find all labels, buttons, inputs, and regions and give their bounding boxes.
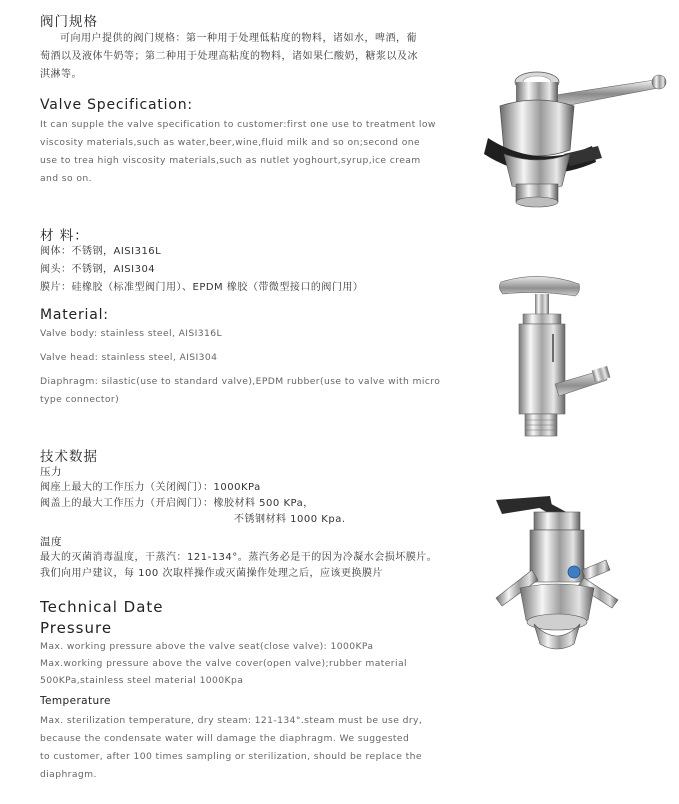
valve-multiport-icon [482,488,632,663]
tech-body-cn [40,464,480,582]
spec-body-en-line: It can supple the valve specification to customer:first one use to treatment low [40,119,436,130]
temp-label-cn: 温度 [40,536,62,548]
temp-en-line: diaphragm. [40,769,97,780]
spec-body-en [40,116,460,188]
pressure-label-cn: 压力 [40,466,62,478]
material-body-en-line: Diaphragm: silastic(use to standard valve),EPDM rubber(use to valve with micro [40,376,441,387]
tech-cn-line: 阀座上最大的工作压力（关闭阀门）：1000KPa [40,482,261,493]
pressure-en-line: Max. working pressure above the valve seat(close valve): 1000KPa [40,641,374,652]
spec-body-cn [40,30,460,84]
spec-title-en: Valve Specification: [40,97,193,113]
spec-body-cn-line: 淇淋等。 [40,69,82,80]
tech-cn-line: 我们向用户建议，每 100 次取样操作或灭菌操作处理之后，应该更换膜片 [40,568,383,579]
material-body-cn-line: 阀头：不锈钢，AISI304 [40,264,156,275]
spec-body-en-line: use to trea high viscosity materials,such as nutlet yoghourt,syrup,ice cream [40,155,421,166]
tech-title-en: Technical Date [40,598,164,616]
tee-handle-sample-valve-image [495,272,620,442]
material-body-cn [40,243,460,297]
tech-cn-line: 最大的灭菌消毒温度，干蒸汽：121-134°。蒸汽务必是干的因为冷凝水会损坏膜片。 [40,552,438,563]
valve-tee-icon [495,272,620,442]
material-body-en-line: Valve head: stainless steel, AISI304 [40,352,218,363]
lever-sample-valve-image [470,58,670,218]
material-body-en [40,325,460,409]
spec-body-cn-line: 可向用户提供的阀门规格：第一种用于处理低粘度的物料，诸如水，啤酒，葡 [60,33,417,44]
multi-port-sample-valve-image [482,488,632,663]
spec-body-en-line: viscosity materials,such as water,beer,wine,fluid milk and so on;second one [40,137,421,148]
tech-cn-line: 不锈钢材料 1000 Kpa. [234,514,346,525]
material-title-cn: 材 料： [40,228,89,244]
material-body-en-line: Valve body: stainless steel, AISI316L [40,328,223,339]
material-body-cn-line: 阀体：不锈钢，AISI316L [40,246,162,257]
spec-body-cn-line: 萄酒以及液体牛奶等；第二种用于处理高粘度的物料，诸如果仁酸奶，糖浆以及冰 [40,51,418,62]
pressure-en-line: 500KPa,stainless steel material 1000Kpa [40,675,244,686]
temp-en-line: to customer, after 100 times sampling or sterilization, should be replace the [40,751,422,762]
valve-lever-icon [470,58,670,218]
pressure-en-line: Max.working pressure above the valve cover(open valve);rubber material [40,658,407,669]
temp-title-en: Temperature [40,695,111,707]
spec-body-en-line: and so on. [40,173,92,184]
material-title-en: Material: [40,307,109,323]
tech-cn-line: 阀盖上的最大工作压力（开启阀门）：橡胶材料 500 KPa， [40,498,314,509]
temp-body-en [40,712,480,784]
pressure-title-en: Pressure [40,619,113,637]
temp-en-line: because the condensate water will damage the diaphragm. We suggested [40,733,410,744]
spec-title-cn: 阀门规格 [40,14,98,30]
material-body-en-line: type connector) [40,394,120,405]
material-body-cn-line: 膜片：硅橡胶（标准型阀门用）、EPDM 橡胶（带微型接口的阀门用） [40,282,364,293]
temp-en-line: Max. sterilization temperature, dry steam: 121-134°.steam must be use dry, [40,715,423,726]
pressure-body-en [40,638,480,689]
tech-title-cn: 技术数据 [40,449,98,465]
